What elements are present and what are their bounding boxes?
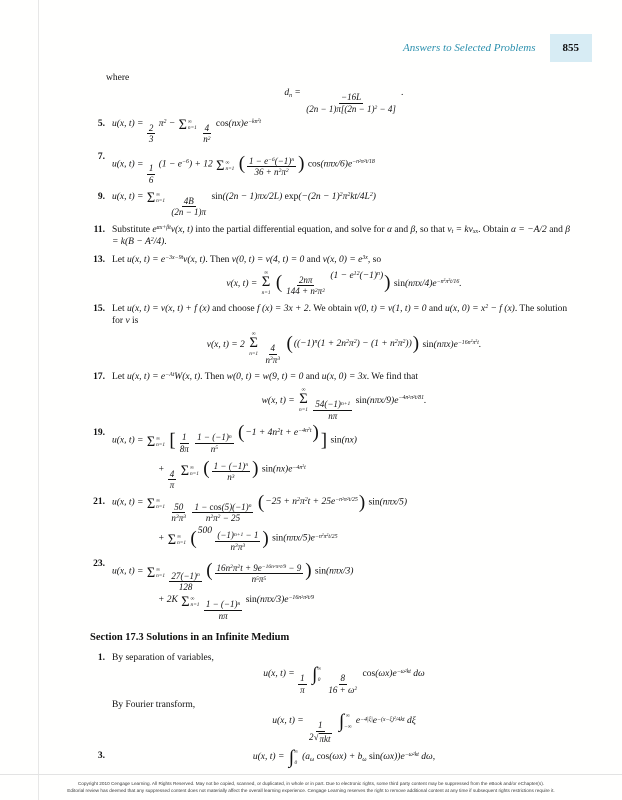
item-body [112, 118, 576, 145]
item-body [112, 303, 576, 365]
equation: u(x, t) = 1 2 √ πkt ∫ ∞ −∞ $e^{-4|\xi|}e^{-(x-\xi)^2/4kt}$ dξ [272, 711, 416, 744]
equation: + Σ ∞ n=1 ( 500 $\frac{(-1)^{n+1} - 1}{n^3\pi^3}$ ) $\sin(n\pi x/5)e^{-n^2\pi^2t/25}$ [158, 526, 338, 552]
item-number: 13. [93, 255, 105, 266]
page-number-badge: 855 [550, 34, 593, 62]
equation: u(x, t) = $\frac{1}{6}$ $(1 - e^{-6}) + 12$ Σ ∞ n=1 ( $\frac{1 - e^{-6}(-1)^n}{36 + n^2\pi^2}$ ) $\cos(n\pi x/6)e^{-n^2\pi^2t/18}$ [112, 153, 375, 185]
answer-item [93, 491, 576, 552]
section-heading: Section 17.3 Solutions in an Infinite Medium [90, 632, 290, 644]
copyright-line-2: Editorial review has deemed that any suppressed content does not materially affect the overall learning experience. Cengage Learning reserves the right to remove additional content at any time if subsequent rights restrictions require it. [67, 788, 555, 794]
item-body [112, 191, 576, 218]
answer-item [93, 224, 576, 249]
answer-item [93, 303, 576, 365]
footer-divider [0, 774, 622, 775]
equation: u(x, t) = Σ ∞ n=1 $\frac{50}{n^3\pi^3}$ $\frac{1 - \cos(5)(-1)^n}{n^2\pi^2 - 25}$ ( $-25 + n^2\pi^2t + 25e^{-n^2\pi^2t/25}$ ) sin(nπx/5) [112, 491, 408, 524]
answer-text: Let u(x, t) = v(x, t) + f (x) and choose f (x) = 3x + 2. We obtain v(0, t) = v(1, t) = 0 and u(x, $0) = x^2 - f$ (x). The solution for v is [112, 303, 568, 327]
equation: u(x, t) = Σ ∞ n=1 $\frac{27(-1)^n}{128}$ ( $\frac{16n^2\pi^2t + 9e^{-16n^2\pi^2t/9} - 9}{n^5\pi^5}$ ) sin(nπx/3) [112, 560, 354, 592]
item-body [112, 558, 576, 621]
answer-text: Substitute $e^{\alpha x+\beta t}v(x$, t) into the partial differential equation, and solve for α and β, so that $v_t = kv_{xx}$. Obtain α = −A/2 and $\beta = k(B - A^2/4)$. [112, 224, 571, 248]
item-body [112, 224, 576, 249]
answers-content [90, 72, 576, 772]
answer-item [97, 117, 576, 145]
item-number: 1. [97, 652, 105, 663]
dn-equation: $d_n$ = $\frac{-16L}{(2n - 1)\pi[(2n - 1)^2 - 4]}$ . [284, 88, 404, 114]
where-label: where [106, 73, 130, 83]
answer-text: By Fourier transform, [112, 699, 196, 710]
page-header [403, 34, 592, 62]
item-number: 17. [93, 372, 105, 383]
item-number: 9. [97, 192, 105, 202]
item-body [112, 422, 576, 490]
equation: v(x, t) = ∞ Σ n=1 ( $\frac{2n\pi}{144 + n^2\pi^2}$ $(1 - e^{12}(-1)^n)$ ) $\sin(n\pi x/4)e^{-n^2\pi^2t/16}$. [226, 269, 462, 297]
answer-item [93, 254, 576, 297]
equation: u(x, t) = ∫ ∞ 0 ($a_\omega$ $\cos(\omega x) + b_\omega$ $\sin(\omega x))e^{-\omega^2kt}$ dω, [252, 747, 436, 769]
answer-item [97, 151, 576, 185]
answer-item [93, 371, 576, 421]
item-body [112, 491, 576, 552]
equation: + 2K Σ ∞ n=1 $\frac{1 - (-1)^n}{n\pi}$ $\sin(n\pi x/3)e^{-16n^2\pi^2t/9}$ [158, 593, 315, 621]
answer-text: Let u(x, $t) = e^{-3x-9t}v(x$, t). Then v(0, t) = v(4, t) = 0 and v(x, $0) = e^{3x}$, so [112, 255, 382, 266]
item-number: 15. [93, 303, 105, 314]
item-number: 19. [93, 428, 105, 439]
equation: u(x, t) = Σ ∞ n=1 [ $\frac{1}{8\pi}$ $\frac{1 - (-1)^n}{n^5}$ ( $-1 + 4n^2t + e^{-4n^2t}$ ) ] sin(nx) [112, 422, 357, 454]
equation: u(x, t) = $\frac{2}{3}$ $\pi^2$ − Σ ∞ n=1 $\frac{4}{n^2}$ $\cos(nx)e^{-kn^2t}$ [112, 117, 262, 145]
item-body [112, 371, 576, 421]
item-body [112, 254, 576, 297]
answers-list-17-3 [97, 652, 576, 769]
item-number: 11. [93, 224, 105, 235]
page-edge-line [38, 0, 39, 800]
copyright-line-1: Copyright 2010 Cengage Learning. All Rights Reserved. May not be copied, scanned, or duplicated, in whole or in part. Due to electronic rights, some third party content may be suppressed from the eBook and/or eChapter(s). [77, 780, 545, 786]
answer-item [97, 747, 576, 769]
item-body [112, 747, 576, 769]
equation: + $\frac{4}{\pi}$ Σ ∞ n=1 ( $\frac{1 - (-1)^n}{n^3}$ ) $\sin(nx)e^{-4n^2t}$ [158, 458, 306, 490]
answer-item [97, 190, 576, 218]
equation: u(x, t) = Σ ∞ n=1 $\frac{4B}{(2n - 1)\pi}$ sin((2n − 1)πx/2L) $\exp(-(2n - 1)^2\pi^2kt/4L^2)$ [112, 190, 376, 218]
answer-text: By separation of variables, [112, 652, 214, 663]
running-head-title: Answers to Selected Problems [403, 42, 536, 54]
answers-list-17-2 [93, 117, 576, 621]
answer-item [93, 558, 576, 621]
answer-item [93, 422, 576, 490]
item-body [112, 652, 576, 745]
item-body [112, 151, 576, 185]
item-number: 7. [97, 151, 105, 162]
equation: v(x, t) = 2 ∞ Σ n=1 $\frac{4}{n^3\pi^3}$ ( $((-1)^n(1 + 2n^2\pi^2) - (1 + n^2\pi^2))$ ) $\sin(n\pi x)e^{-16n^2\pi^2t}$. [206, 330, 482, 365]
item-number: 3. [97, 751, 105, 762]
answer-text: Let u(x, $t) = e^{-At}W(x$, t). Then w(0, t) = w(9, t) = 0 and u(x, 0) = 3x. We find that [112, 372, 419, 383]
copyright-footer [28, 780, 594, 795]
item-number: 5. [97, 119, 105, 130]
item-number: 23. [93, 559, 105, 570]
equation: w(x, t) = ∞ Σ n=1 $\frac{54(-1)^{n+1}}{n\pi}$ $\sin(n\pi x/9)e^{-4n^2\pi^2t/81}$. [261, 386, 427, 421]
equation: u(x, t) = $\frac{1}{\pi}$ ∫ ∞ 0 $\frac{8}{16 + \omega^2}$ $\cos(\omega x)e^{-\omega^2kt}$ dω [263, 664, 425, 695]
item-number: 21. [93, 497, 105, 508]
answer-item [97, 652, 576, 745]
